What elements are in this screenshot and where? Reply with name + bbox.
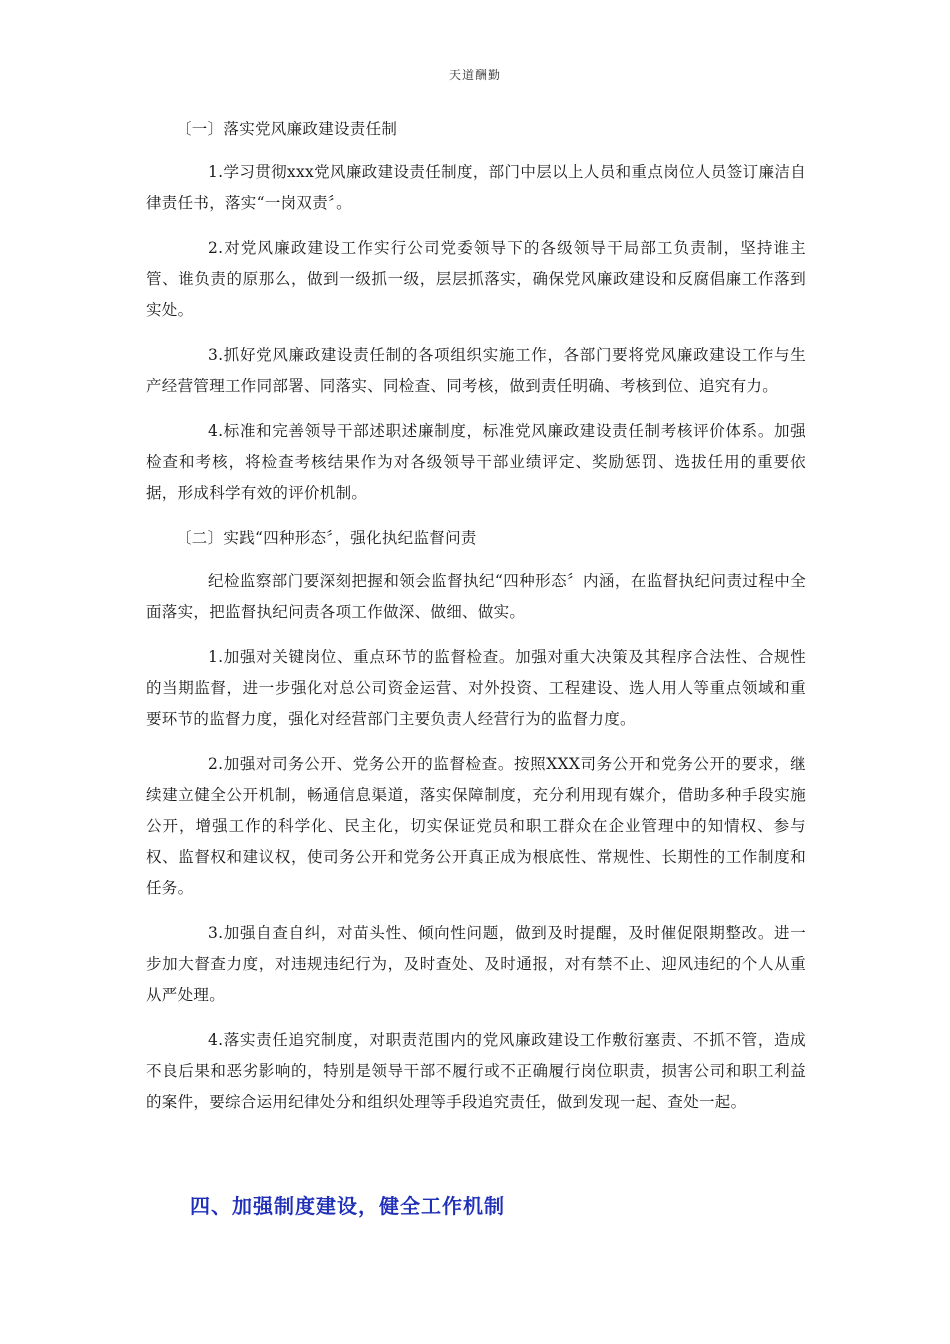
section-two-intro: 纪检监察部门要深刻把握和领会监督执纪“四种形态〞内涵，在监督执纪问责过程中全面落实，把监督执纪问责各项工作做深、做细、做实。: [146, 572, 806, 621]
section-one-item-3: 3.抓好党风廉政建设责任制的各项组织实施工作，各部门要将党风廉政建设工作与生产经营管理工作同部署、同落实、同检查、同考核，做到责任明确、考核到位、追究有力。: [146, 346, 806, 395]
section-one-item-2: 2.对党风廉政建设工作实行公司党委领导下的各级领导干局部工负责制，坚持谁主管、谁负责的原那么，做到一级抓一级，层层抓落实，确保党风廉政建设和反腐倡廉工作落到实处。: [146, 239, 806, 319]
section-two-item-2: 2.加强对司务公开、党务公开的监督检查。按照XXX司务公开和党务公开的要求，继续建立健全公开机制，畅通信息渠道，落实保障制度，充分利用现有媒介，借助多种手段实施公开，增强工作的科学化、民主化，切实保证党员和职工群众在企业管理中的知情权、参与权、监督权和建议权，使司务公开和党务公开真正成为根底性、常规性、长期性的工作制度和任务。: [146, 755, 806, 897]
document-body: [146, 114, 806, 1132]
section-one-item-4: 4.标准和完善领导干部述职述廉制度，标准党风廉政建设责任制考核评价体系。加强检查和考核，将检查考核结果作为对各级领导干部业绩评定、奖励惩罚、选拔任用的重要依据，形成科学有效的评价机制。: [146, 422, 806, 502]
section-two-item-4: 4.落实责任追究制度，对职责范围内的党风廉政建设工作敷衍塞责、不抓不管，造成不良后果和恶劣影响的，特别是领导干部不履行或不正确履行岗位职责，损害公司和职工利益的案件，要综合运用纪律处分和组织处理等手段追究责任，做到发现一起、查处一起。: [146, 1031, 806, 1111]
section-two-item-3: 3.加强自查自纠，对苗头性、倾向性问题，做到及时提醒，及时催促限期整改。进一步加大督查力度，对违规违纪行为，及时查处、及时通报，对有禁不止、迎风违纪的个人从重从严处理。: [146, 924, 806, 1004]
page-header: 天道酬勤: [448, 68, 501, 82]
section-one-title: 〔一〕落实党风廉政建设责任制: [176, 120, 398, 138]
section-two-item-1: 1.加强对关键岗位、重点环节的监督检查。加强对重大决策及其程序合法性、合规性的当期监督，进一步强化对总公司资金运营、对外投资、工程建设、选人用人等重点领域和重要环节的监督力度，强化对经营部门主要负责人经营行为的监督力度。: [146, 648, 806, 728]
section-two-title: 〔二〕实践“四种形态〞，强化执纪监督问责: [176, 529, 477, 547]
section-one-item-1: 1.学习贯彻xxx党风廉政建设责任制度，部门中层以上人员和重点岗位人员签订廉洁自律责任书，落实“一岗双责〞。: [146, 163, 806, 212]
section-four-heading: 四、加强制度建设，健全工作机制: [190, 1194, 505, 1218]
